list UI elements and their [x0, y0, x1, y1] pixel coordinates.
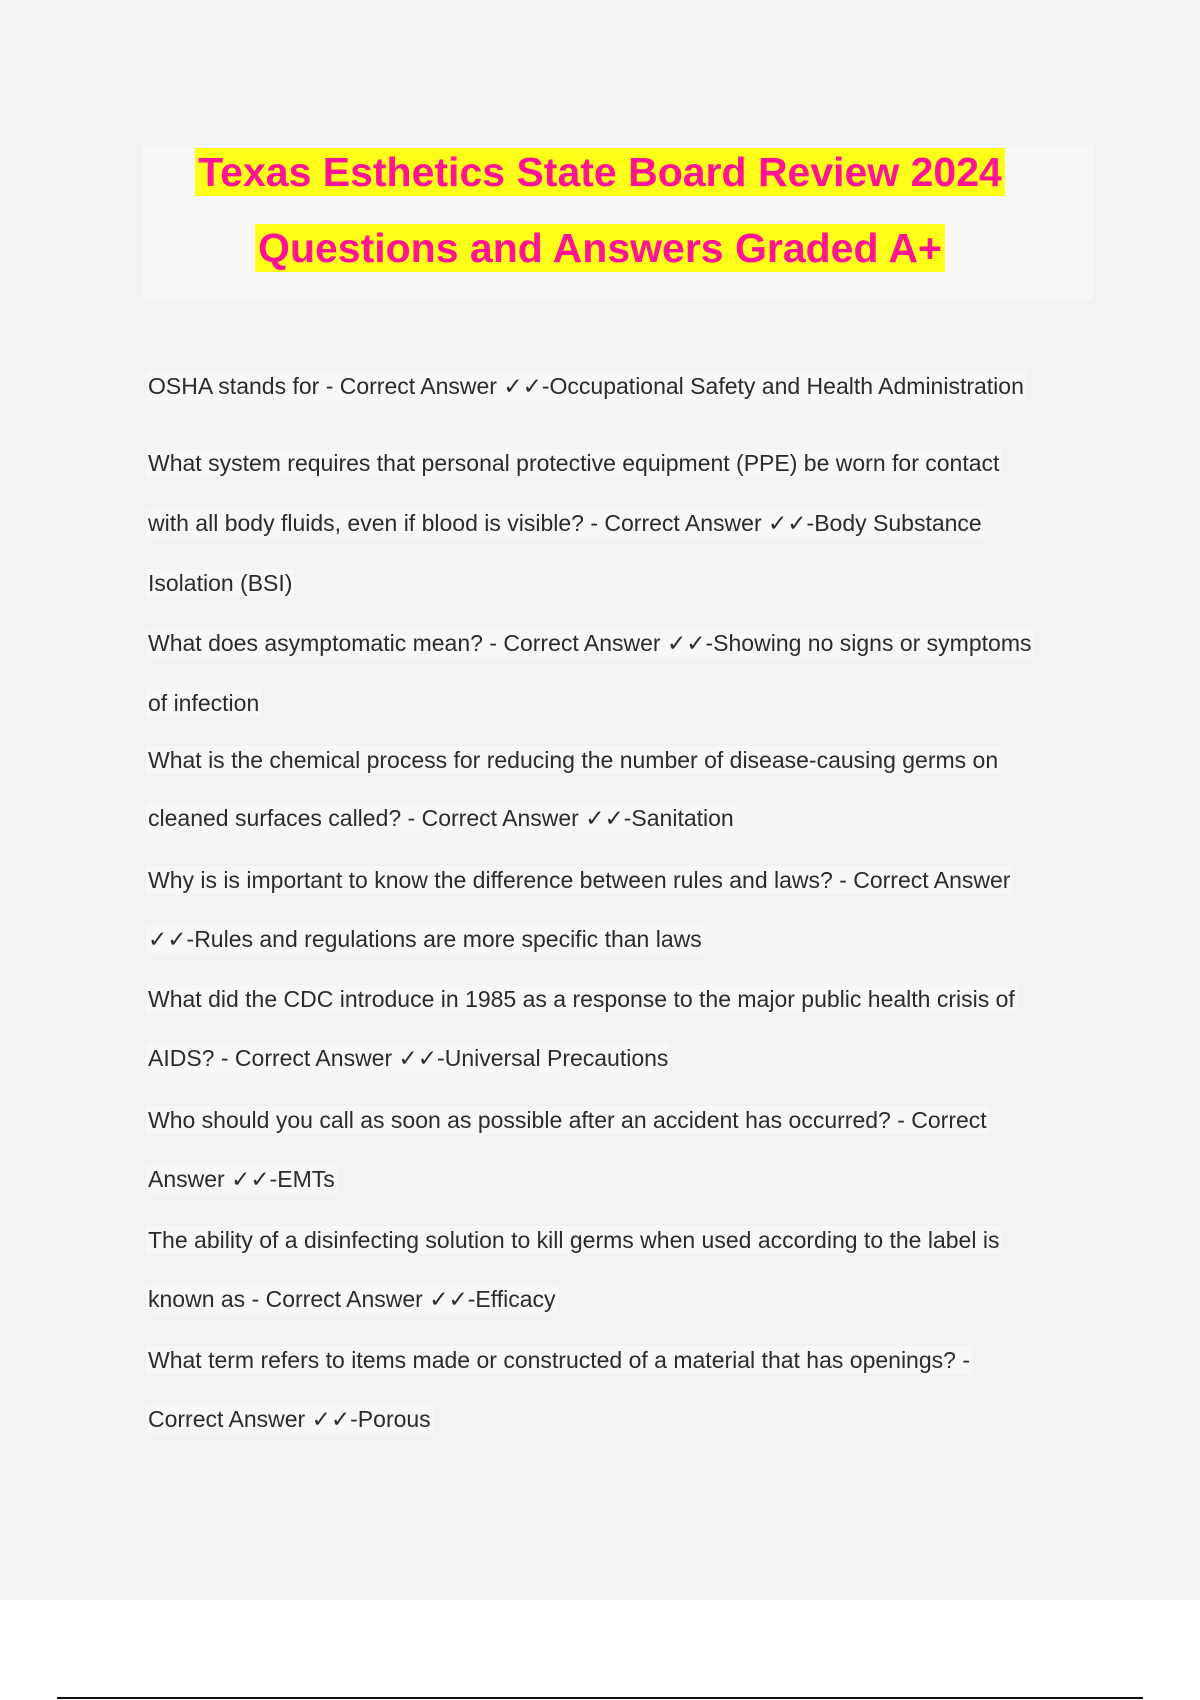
- qa-line: ✓✓-Rules and regulations are more specific than laws: [148, 926, 702, 952]
- qa-line: OSHA stands for - Correct Answer ✓✓-Occupational Safety and Health Administration: [148, 373, 1024, 399]
- footer-divider: [57, 1697, 1143, 1699]
- qa-line: Answer ✓✓-EMTs: [148, 1166, 335, 1192]
- qa-line: with all body fluids, even if blood is visible? - Correct Answer ✓✓-Body Substance: [148, 510, 982, 536]
- qa-line: Isolation (BSI): [148, 570, 293, 596]
- qa-line: of infection: [148, 690, 260, 716]
- qa-line: The ability of a disinfecting solution to kill germs when used according to the label is: [148, 1227, 1000, 1253]
- qa-line: Why is is important to know the difference between rules and laws? - Correct Answer: [148, 867, 1011, 893]
- qa-line: What system requires that personal protective equipment (PPE) be worn for contact: [148, 450, 1000, 476]
- qa-line: AIDS? - Correct Answer ✓✓-Universal Precautions: [148, 1045, 669, 1071]
- qa-line: cleaned surfaces called? - Correct Answer ✓✓-Sanitation: [148, 805, 734, 831]
- qa-line: Who should you call as soon as possible after an accident has occurred? - Correct: [148, 1107, 987, 1133]
- qa-line: What does asymptomatic mean? - Correct Answer ✓✓-Showing no signs or symptoms: [148, 630, 1032, 656]
- document-title-line-2: Questions and Answers Graded A+: [255, 224, 945, 272]
- qa-line: known as - Correct Answer ✓✓-Efficacy: [148, 1286, 556, 1312]
- qa-line: What term refers to items made or constructed of a material that has openings? -: [148, 1347, 970, 1373]
- qa-line: Correct Answer ✓✓-Porous: [148, 1406, 431, 1432]
- document-title-line-1: Texas Esthetics State Board Review 2024: [195, 148, 1005, 196]
- qa-line: What did the CDC introduce in 1985 as a response to the major public health crisis of: [148, 986, 1015, 1012]
- qa-line: What is the chemical process for reducing the number of disease-causing germs on: [148, 747, 999, 773]
